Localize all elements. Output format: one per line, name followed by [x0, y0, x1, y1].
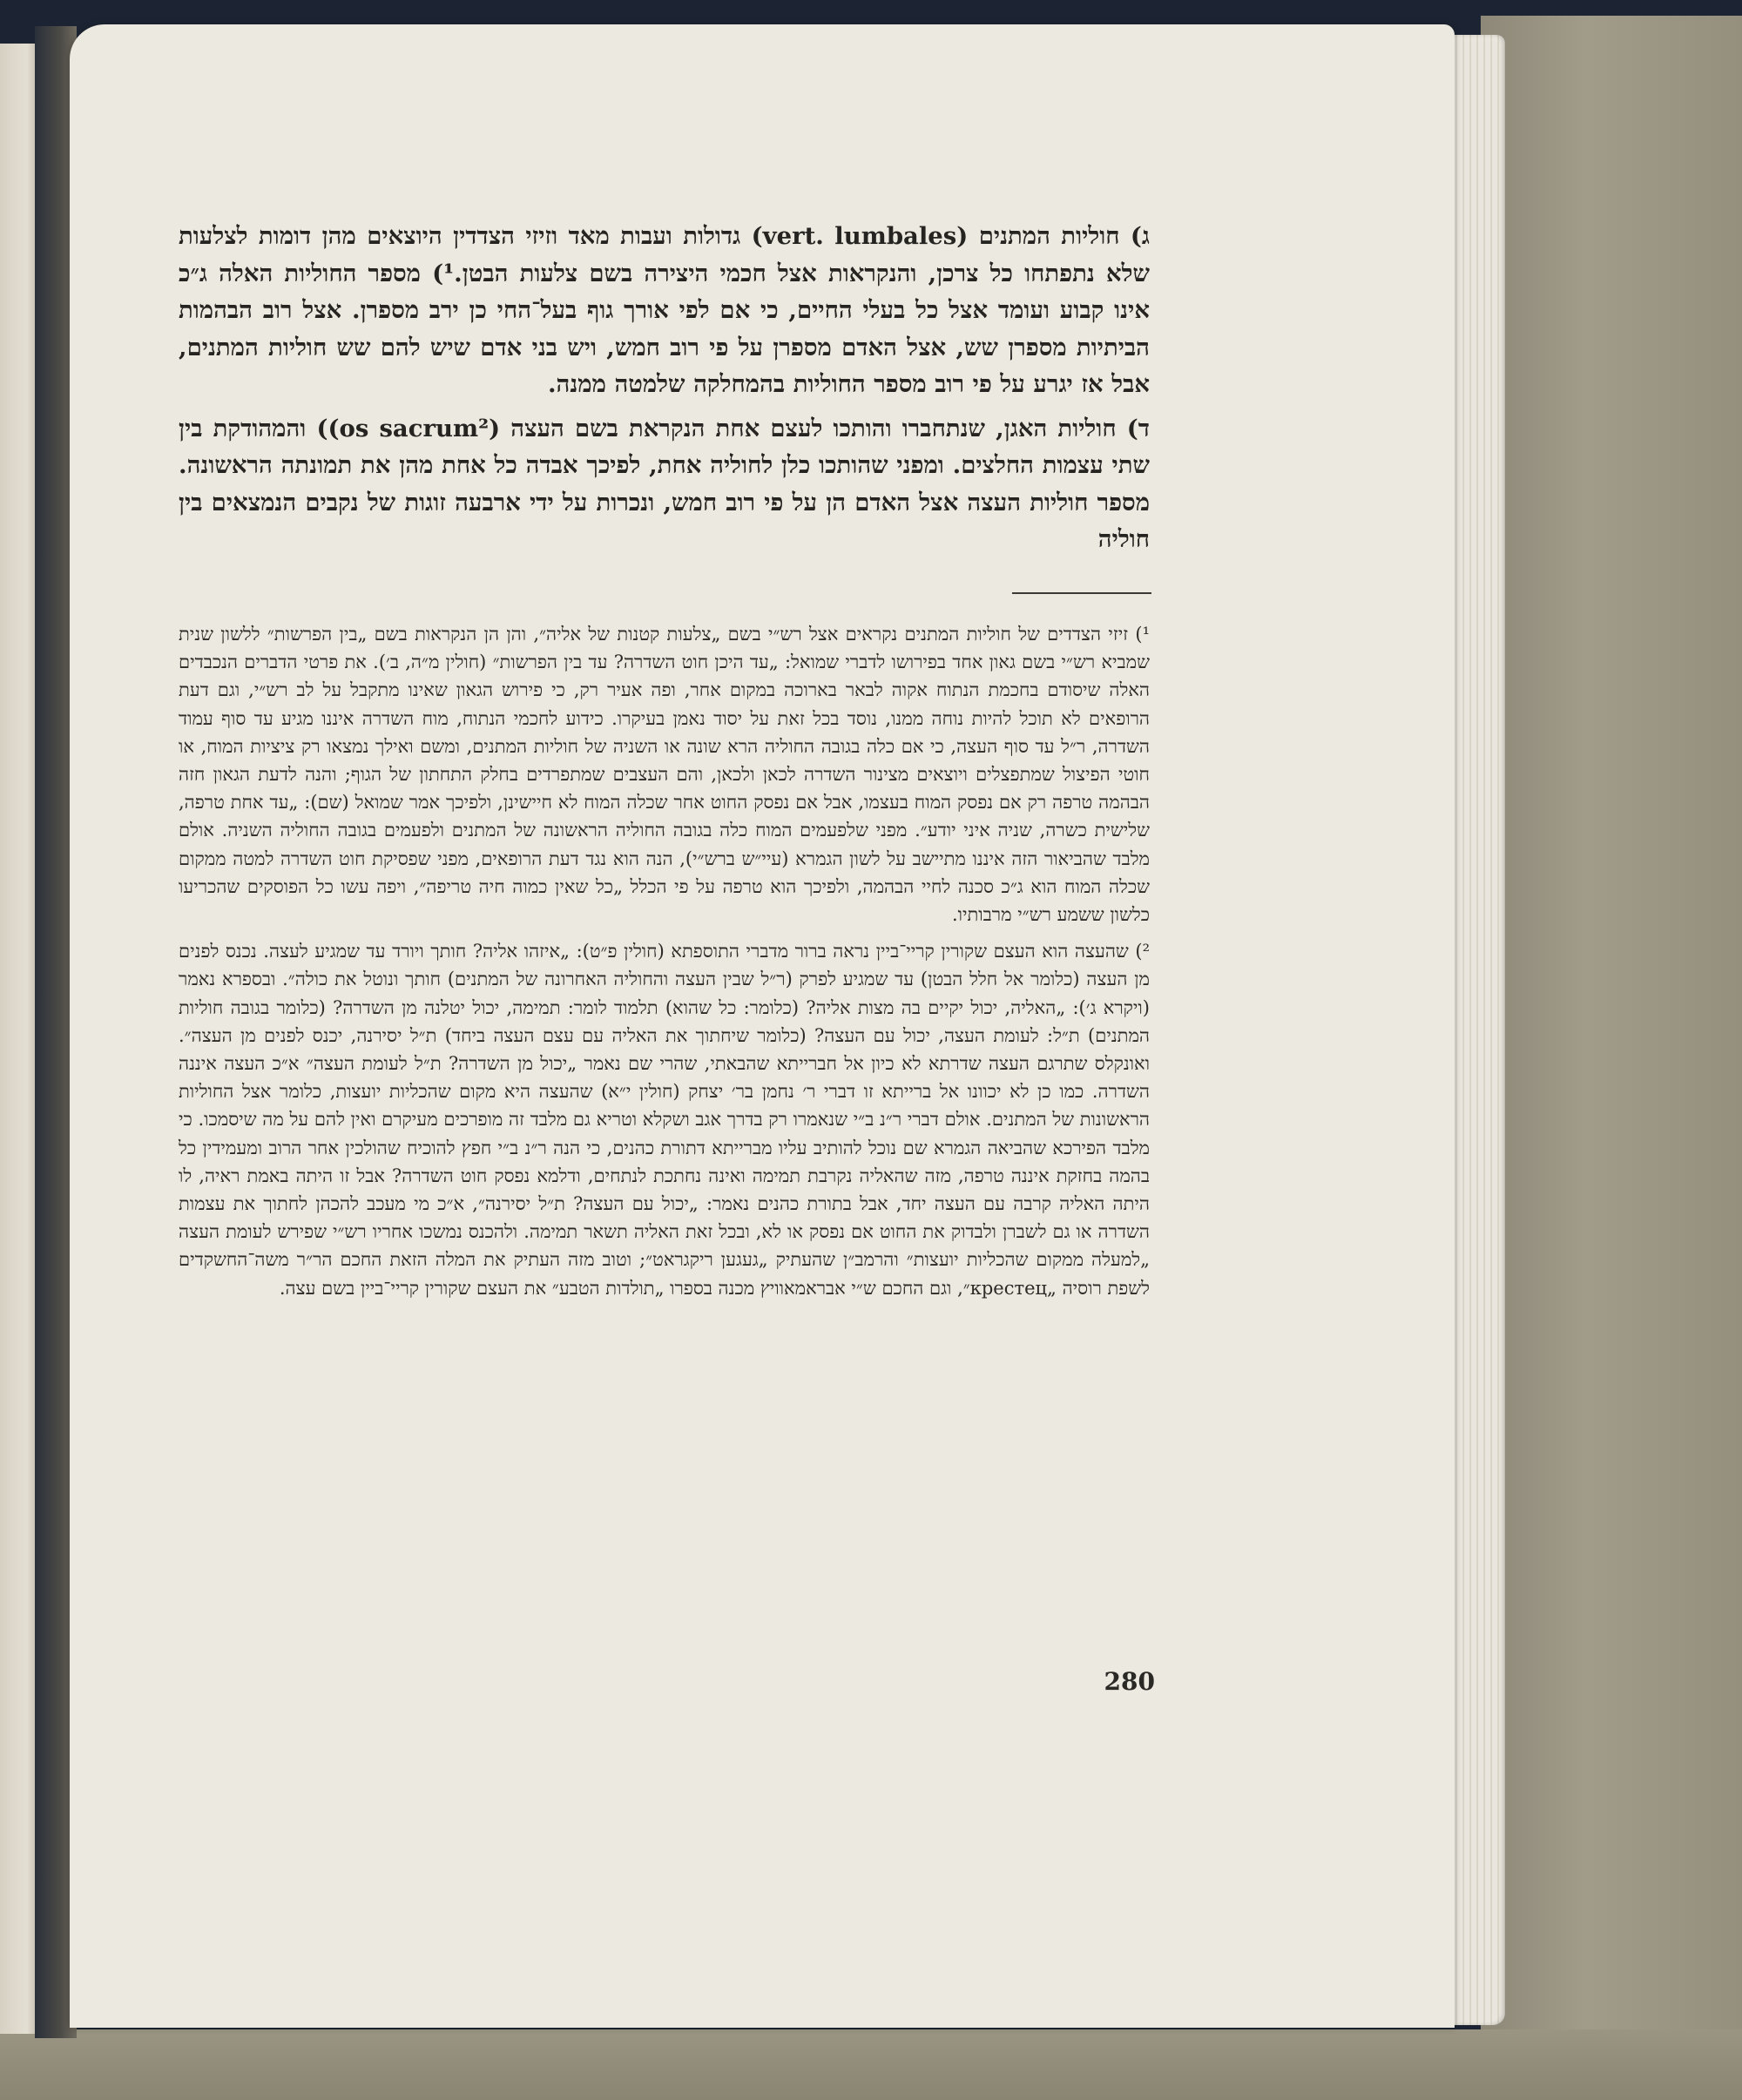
- previous-page-edge: [0, 44, 38, 2034]
- page-number: 280: [1104, 1667, 1155, 1696]
- paragraph-gimel: ג) חוליות המתנים (vert. lumbales) גדולות ועבות מאד וזיזי הצדדין היוצאים מהן דומות לצלעות שלא נתפתחו כל צרכן, והנקראות אצל חכמי היצירה בשם צלעות הבטן.¹) מספר החוליות האלה ג״כ אינו קבוע ועומד אצל כל בעלי החיים, כי אם לפי אורך גוף בעל־החי כן ירב מספרן. אצל רוב הבהמות הביתיות מספרן שש, אצל האדם מספרן על פי רוב חמש, ויש בני אדם שיש להם שש חוליות המתנים, אבל אז יגרע על פי רוב מספר החוליות בהמחלקה שלמטה ממנה.: [179, 222, 1150, 398]
- main-text: [179, 218, 1150, 565]
- paragraph-dalet: ד) חוליות האגן, שנתחברו והותכו לעצם אחת הנקראת בשם העצה (os sacrum²)) והמהודקת בין שתי עצמות החלצים. ומפני שהותכו כלן לחוליה אחת, לפיכך אבדה כל אחת מהן את תמונתה הראשונה. מספר חוליות העצה אצל האדם הן על פי רוב חמש, ונכרות על ידי ארבעה זוגות של נקבים הנמצאים בין חוליה: [179, 414, 1150, 553]
- book-cover-bottom: [0, 2029, 1742, 2100]
- book-cover-right: [1481, 16, 1742, 2100]
- footnote-1: ¹) זיזי הצדדים של חוליות המתנים נקראים אצל רש״י בשם „צלעות קטנות של אליה״, והן הן הנקראות בשם „בין הפרשות״ ללשון שנית שמביא רש״י בשם גאון אחד בפירושו לדברי שמואל: „עד היכן חוט השדרה? עד בין הפרשות״ (חולין מ״ה, ב׳). את פרטי הדברים הנכבדים האלה שיסודם בחכמת הנתוח אקוה לבאר בארוכה במקום אחר, ופה אעיר רק, כי פירוש הגאון שאינו מתקבל על לב רש״י, וגם דעת הרופאים לא תוכל להיות נוחה ממנו, נוסד בכל זאת על יסוד נאמן בעיקרו. כידוע לחכמי הנתוח, מוח השדרה איננו מגיע עד סוף עמוד השדרה, ר״ל עד סוף העצה, כי אם כלה בגובה החוליה הרא שונה או השניה של חוליות המתנים, ומשם ואילך נמצאו רק ציציות המוח, או חוטי הפיצול שמתפצלים ויוצאים מצינור השדרה לכאן ולכאן, והם העצבים שמתפרדים בחלק התחתון של הגוף; והנה לדעת הגאון חזה הבהמה טרפה רק אם נפסק המוח בעצמו, אבל אם נפסק החוט אחר שכלה המוח לא חיישינן, ולפיכך אמר שמואל (שם): „עד אחת טרפה, שלישית כשרה, שניה איני יודע״. מפני שלפעמים המוח כלה בגובה החוליה הראשונה של המתנים ולפעמים בגובה החוליה השניה. אולם מלבד שהביאור הזה איננו מתיישב על לשון הגמרא (עיי״ש ברש״י), הנה הוא נגד דעת הרופאים, מפני שפסיקת חוט השדרה למטה ממקום שכלה המוח הוא ג״כ סכנה לחיי הבהמה, ולפיכך הוא טרפה על פי הכלל „כל שאין כמוה חיה טריפה״, ויפה עשו כל הפוסקים שהכריעו כלשון ששמע רש״י מרבותיו.: [179, 624, 1150, 926]
- footnotes: [179, 620, 1150, 1311]
- footnote-separator: [1012, 592, 1151, 594]
- footnote-2: ²) שהעצה הוא העצם שקורין קריי־ביין נראה ברור מדברי התוספתא (חולין פ״ט): „איזהו אליה? חותך ויורד עד שמגיע לעצה. נכנס לפנים מן העצה (כלומר אל חלל הבטן) עד שמגיע לפרק (ר״ל שבין העצה והחוליה האחרונה של המתנים) חותך ונוטל את כולה״. ובספרא נאמר (ויקרא ג׳): „האליה, יכול יקיים בה מצות אליה? (כלומר: כל שהוא) תלמוד לומר: תמימה, יכול יטלנה מן השדרה? (כלומר בגובה חוליות המתנים) ת״ל: לעומת העצה, יכול עם העצה? (כלומר שיחתוך את האליה עם עצם העצה ביחד) ת״ל יסירנה, יכנס לפנים מן העצה״. ואונקלס שתרגם העצה שדרתא לא כיון אל חברייתא שהבאתי, שהרי שם נאמר „יכול מן השדרה? ת״ל לעומת העצה״ א״כ העצה איננה השדרה. כמו כן לא יכוונו אל ברייתא זו דברי ר׳ נחמן בר׳ יצחק (חולין י״א) שהעצה היא מקום שהכליות יועצות, כלומר אצל החוליות הראשונות של המתנים. אולם דברי ר״נ ב״י שנאמרו רק בדרך אגב ושקלא וטריא גם מלבד זה מופרכים מעיקרם ואין להם על מה שיסמכו. כי מלבד הפירכא שהביאה הגמרא שם נוכל להותיב עליו מברייתא דתורת כהנים, כי הנה ר״נ ב״י חפץ להוכיח שהולכין אחר הרוב ומעמידין כל בהמה בחזקת איננה טרפה, מזה שהאליה נקרבת תמימה ואינה נחתכת לנתחים, ודלמא נפסק חוט השדרה? אבל זו היתה באמת ראיה, לו היתה האליה קרבה עם העצה יחד, אבל בתורת כהנים נאמר: „יכול עם העצה? ת״ל יסירנה״, א״כ מי מעכב להכהן לחתוך את עצמות השדרה או גם לשברן ולבדוק את החוט אם נפסק או לא, ובכל זאת האליה תשאר תמימה. ולהכנס נמשכו אחריו רש״י שפירש לעומת העצה „למעלה ממקום שהכליות יועצות״ והרמב״ן שהעתיק „געגען ריקגראט״; וטוב מזה העתיק את המלה הזאת החכם הר״ר משה־החשקדים לשפת רוסיה „крестец״, וגם החכם ש״י אבראמאוויץ מכנה בספרו „תולדות הטבע״ את העצם שקורין קריי־ביין בשם עצה.: [179, 941, 1150, 1299]
